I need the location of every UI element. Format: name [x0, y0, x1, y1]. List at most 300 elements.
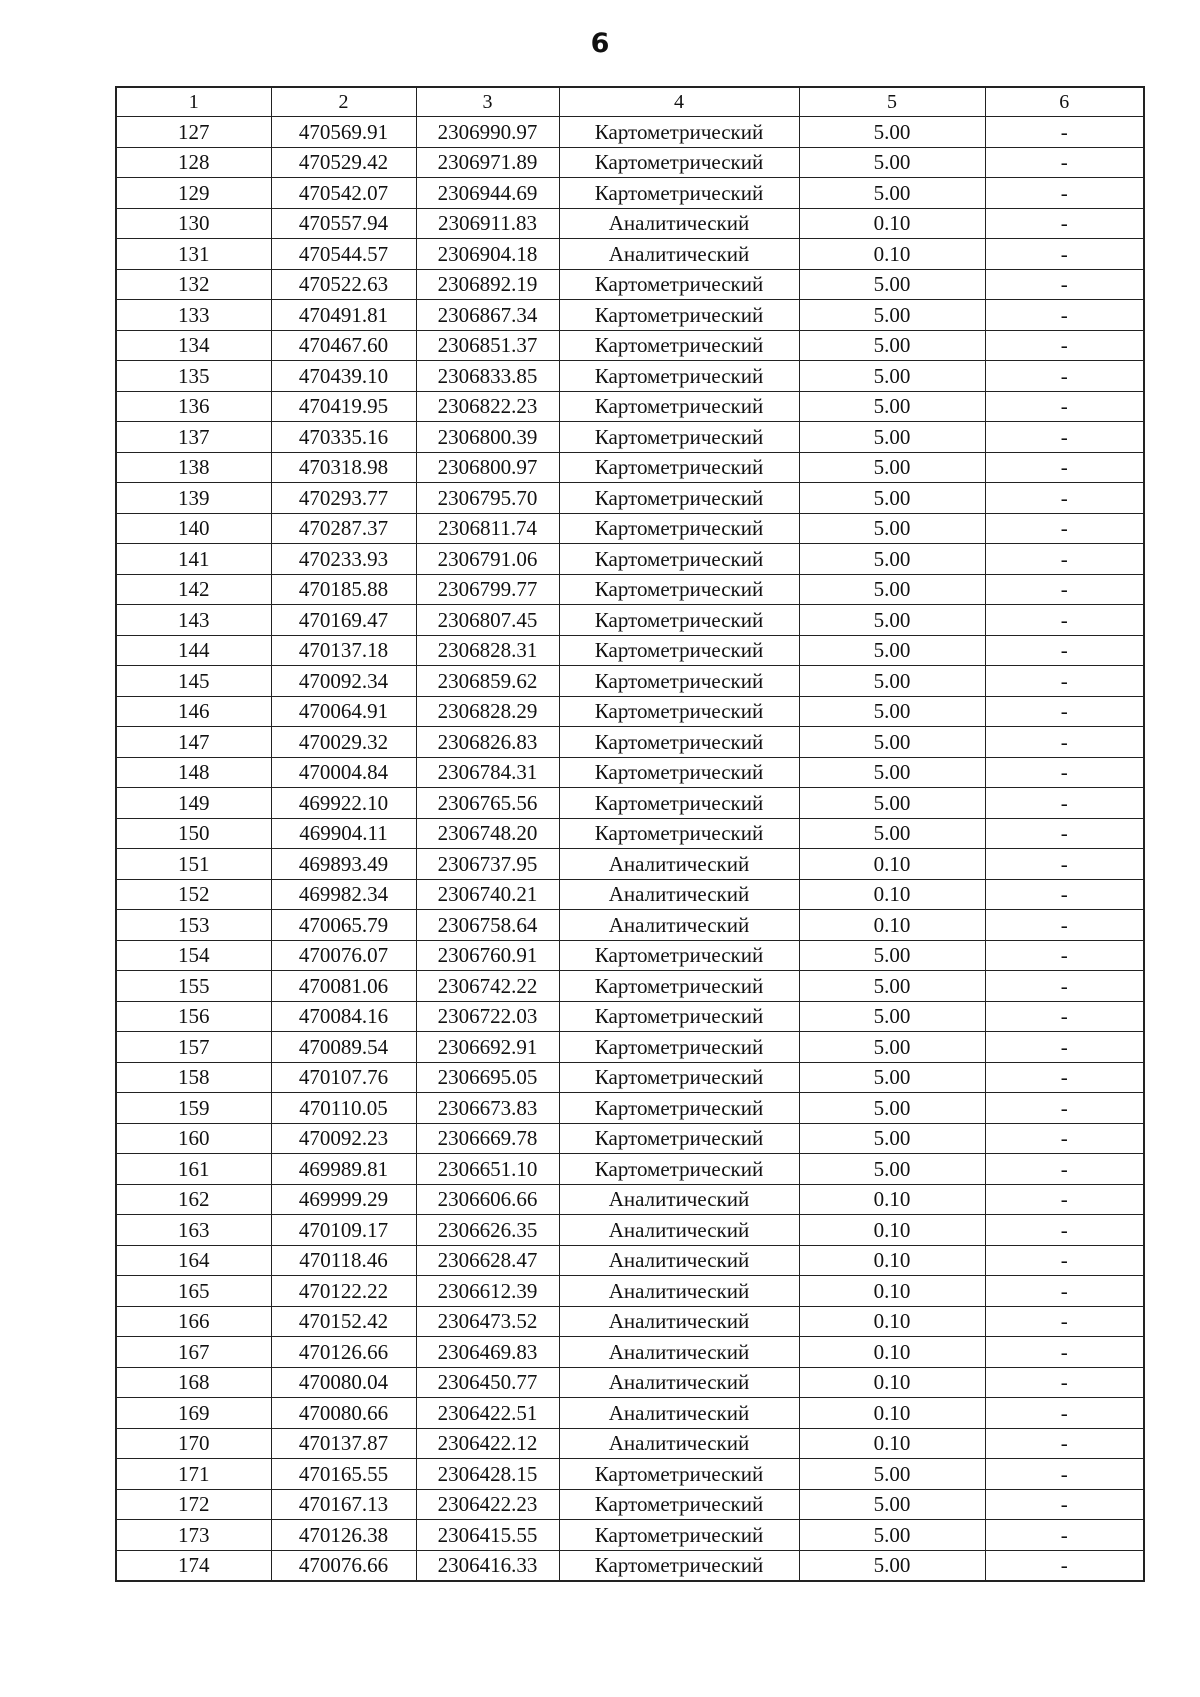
method-cell: Картометрический: [559, 117, 799, 148]
note-cell: -: [985, 696, 1144, 727]
y-coordinate-cell: 2306892.19: [416, 269, 559, 300]
note-cell: -: [985, 971, 1144, 1002]
point-number-cell: 160: [116, 1123, 271, 1154]
accuracy-cell: 5.00: [799, 269, 985, 300]
note-cell: -: [985, 178, 1144, 209]
note-cell: -: [985, 1489, 1144, 1520]
accuracy-cell: 5.00: [799, 574, 985, 605]
y-coordinate-cell: 2306469.83: [416, 1337, 559, 1368]
note-cell: -: [985, 1276, 1144, 1307]
y-coordinate-cell: 2306626.35: [416, 1215, 559, 1246]
accuracy-cell: 5.00: [799, 788, 985, 819]
note-cell: -: [985, 483, 1144, 514]
accuracy-cell: 0.10: [799, 1276, 985, 1307]
x-coordinate-cell: 470152.42: [271, 1306, 416, 1337]
x-coordinate-cell: 470004.84: [271, 757, 416, 788]
y-coordinate-cell: 2306944.69: [416, 178, 559, 209]
x-coordinate-cell: 470491.81: [271, 300, 416, 331]
accuracy-cell: 5.00: [799, 1489, 985, 1520]
table-row: [116, 361, 1144, 392]
x-coordinate-cell: 470110.05: [271, 1093, 416, 1124]
note-cell: -: [985, 1215, 1144, 1246]
note-cell: -: [985, 1154, 1144, 1185]
method-cell: Картометрический: [559, 940, 799, 971]
x-coordinate-cell: 470544.57: [271, 239, 416, 270]
accuracy-cell: 5.00: [799, 117, 985, 148]
method-cell: Картометрический: [559, 1154, 799, 1185]
x-coordinate-cell: 469922.10: [271, 788, 416, 819]
note-cell: -: [985, 605, 1144, 636]
point-number-cell: 136: [116, 391, 271, 422]
x-coordinate-cell: 470169.47: [271, 605, 416, 636]
table-row: [116, 849, 1144, 880]
table-row: [116, 605, 1144, 636]
table-row: [116, 1215, 1144, 1246]
point-number-cell: 164: [116, 1245, 271, 1276]
accuracy-cell: 0.10: [799, 239, 985, 270]
y-coordinate-cell: 2306415.55: [416, 1520, 559, 1551]
x-coordinate-cell: 470522.63: [271, 269, 416, 300]
x-coordinate-cell: 470126.66: [271, 1337, 416, 1368]
method-cell: Картометрический: [559, 300, 799, 331]
note-cell: -: [985, 513, 1144, 544]
method-cell: Аналитический: [559, 1306, 799, 1337]
accuracy-cell: 5.00: [799, 1154, 985, 1185]
point-number-cell: 127: [116, 117, 271, 148]
method-cell: Картометрический: [559, 361, 799, 392]
table-row: [116, 635, 1144, 666]
y-coordinate-cell: 2306784.31: [416, 757, 559, 788]
note-cell: -: [985, 757, 1144, 788]
note-cell: -: [985, 1123, 1144, 1154]
y-coordinate-cell: 2306811.74: [416, 513, 559, 544]
note-cell: -: [985, 1032, 1144, 1063]
y-coordinate-cell: 2306904.18: [416, 239, 559, 270]
table-row: [116, 574, 1144, 605]
table-row: [116, 1520, 1144, 1551]
accuracy-cell: 0.10: [799, 1306, 985, 1337]
point-number-cell: 158: [116, 1062, 271, 1093]
y-coordinate-cell: 2306612.39: [416, 1276, 559, 1307]
method-cell: Картометрический: [559, 1459, 799, 1490]
point-number-cell: 169: [116, 1398, 271, 1429]
note-cell: -: [985, 391, 1144, 422]
point-number-cell: 131: [116, 239, 271, 270]
table-row: [116, 910, 1144, 941]
table-row: [116, 269, 1144, 300]
x-coordinate-cell: 470439.10: [271, 361, 416, 392]
x-coordinate-cell: 469982.34: [271, 879, 416, 910]
point-number-cell: 146: [116, 696, 271, 727]
point-number-cell: 163: [116, 1215, 271, 1246]
point-number-cell: 138: [116, 452, 271, 483]
y-coordinate-cell: 2306828.29: [416, 696, 559, 727]
x-coordinate-cell: 469999.29: [271, 1184, 416, 1215]
method-cell: Картометрический: [559, 635, 799, 666]
method-cell: Аналитический: [559, 849, 799, 880]
x-coordinate-cell: 470076.66: [271, 1550, 416, 1581]
x-coordinate-cell: 470167.13: [271, 1489, 416, 1520]
table-row: [116, 452, 1144, 483]
table-row: [116, 1459, 1144, 1490]
point-number-cell: 130: [116, 208, 271, 239]
note-cell: -: [985, 1245, 1144, 1276]
method-cell: Картометрический: [559, 1520, 799, 1551]
note-cell: -: [985, 544, 1144, 575]
column-header: 3: [416, 87, 559, 117]
note-cell: -: [985, 452, 1144, 483]
point-number-cell: 174: [116, 1550, 271, 1581]
table-row: [116, 117, 1144, 148]
table-row: [116, 1154, 1144, 1185]
method-cell: Аналитический: [559, 910, 799, 941]
y-coordinate-cell: 2306851.37: [416, 330, 559, 361]
y-coordinate-cell: 2306828.31: [416, 635, 559, 666]
note-cell: -: [985, 727, 1144, 758]
method-cell: Картометрический: [559, 483, 799, 514]
point-number-cell: 149: [116, 788, 271, 819]
table-row: [116, 666, 1144, 697]
point-number-cell: 172: [116, 1489, 271, 1520]
method-cell: Картометрический: [559, 422, 799, 453]
accuracy-cell: 5.00: [799, 1550, 985, 1581]
x-coordinate-cell: 470122.22: [271, 1276, 416, 1307]
y-coordinate-cell: 2306742.22: [416, 971, 559, 1002]
accuracy-cell: 0.10: [799, 1215, 985, 1246]
y-coordinate-cell: 2306669.78: [416, 1123, 559, 1154]
accuracy-cell: 5.00: [799, 818, 985, 849]
accuracy-cell: 5.00: [799, 513, 985, 544]
point-number-cell: 137: [116, 422, 271, 453]
accuracy-cell: 5.00: [799, 1123, 985, 1154]
x-coordinate-cell: 470064.91: [271, 696, 416, 727]
x-coordinate-cell: 470076.07: [271, 940, 416, 971]
note-cell: -: [985, 330, 1144, 361]
point-number-cell: 134: [116, 330, 271, 361]
note-cell: -: [985, 422, 1144, 453]
method-cell: Картометрический: [559, 1123, 799, 1154]
y-coordinate-cell: 2306695.05: [416, 1062, 559, 1093]
table-row: [116, 391, 1144, 422]
point-number-cell: 170: [116, 1428, 271, 1459]
y-coordinate-cell: 2306673.83: [416, 1093, 559, 1124]
table-row: [116, 1337, 1144, 1368]
method-cell: Аналитический: [559, 1184, 799, 1215]
x-coordinate-cell: 470335.16: [271, 422, 416, 453]
x-coordinate-cell: 470233.93: [271, 544, 416, 575]
table-row: [116, 818, 1144, 849]
method-cell: Картометрический: [559, 1001, 799, 1032]
table-header-row: [116, 87, 1144, 117]
accuracy-cell: 5.00: [799, 300, 985, 331]
method-cell: Картометрический: [559, 666, 799, 697]
point-number-cell: 159: [116, 1093, 271, 1124]
point-number-cell: 129: [116, 178, 271, 209]
method-cell: Картометрический: [559, 757, 799, 788]
method-cell: Аналитический: [559, 1428, 799, 1459]
x-coordinate-cell: 470287.37: [271, 513, 416, 544]
point-number-cell: 155: [116, 971, 271, 1002]
table-row: [116, 879, 1144, 910]
table-row: [116, 1093, 1144, 1124]
table-body: [116, 117, 1144, 1582]
y-coordinate-cell: 2306692.91: [416, 1032, 559, 1063]
point-number-cell: 153: [116, 910, 271, 941]
note-cell: -: [985, 1550, 1144, 1581]
accuracy-cell: 5.00: [799, 940, 985, 971]
table-row: [116, 147, 1144, 178]
point-number-cell: 161: [116, 1154, 271, 1185]
x-coordinate-cell: 470081.06: [271, 971, 416, 1002]
y-coordinate-cell: 2306760.91: [416, 940, 559, 971]
point-number-cell: 150: [116, 818, 271, 849]
method-cell: Картометрический: [559, 1489, 799, 1520]
table-row: [116, 239, 1144, 270]
method-cell: Картометрический: [559, 574, 799, 605]
note-cell: -: [985, 1398, 1144, 1429]
y-coordinate-cell: 2306822.23: [416, 391, 559, 422]
note-cell: -: [985, 1184, 1144, 1215]
method-cell: Аналитический: [559, 1398, 799, 1429]
note-cell: -: [985, 1306, 1144, 1337]
point-number-cell: 156: [116, 1001, 271, 1032]
method-cell: Картометрический: [559, 696, 799, 727]
table-row: [116, 1184, 1144, 1215]
x-coordinate-cell: 470126.38: [271, 1520, 416, 1551]
point-number-cell: 148: [116, 757, 271, 788]
accuracy-cell: 5.00: [799, 696, 985, 727]
point-number-cell: 154: [116, 940, 271, 971]
accuracy-cell: 5.00: [799, 544, 985, 575]
x-coordinate-cell: 470084.16: [271, 1001, 416, 1032]
x-coordinate-cell: 470080.66: [271, 1398, 416, 1429]
table-row: [116, 178, 1144, 209]
note-cell: -: [985, 1428, 1144, 1459]
y-coordinate-cell: 2306911.83: [416, 208, 559, 239]
table-row: [116, 1398, 1144, 1429]
note-cell: -: [985, 1459, 1144, 1490]
y-coordinate-cell: 2306606.66: [416, 1184, 559, 1215]
y-coordinate-cell: 2306800.39: [416, 422, 559, 453]
accuracy-cell: 5.00: [799, 330, 985, 361]
x-coordinate-cell: 470467.60: [271, 330, 416, 361]
note-cell: -: [985, 239, 1144, 270]
point-number-cell: 151: [116, 849, 271, 880]
table-row: [116, 1489, 1144, 1520]
x-coordinate-cell: 470080.04: [271, 1367, 416, 1398]
table-row: [116, 1245, 1144, 1276]
point-number-cell: 141: [116, 544, 271, 575]
table-row: [116, 727, 1144, 758]
note-cell: -: [985, 818, 1144, 849]
method-cell: Картометрический: [559, 269, 799, 300]
accuracy-cell: 5.00: [799, 635, 985, 666]
point-number-cell: 157: [116, 1032, 271, 1063]
y-coordinate-cell: 2306422.51: [416, 1398, 559, 1429]
table-row: [116, 1276, 1144, 1307]
y-coordinate-cell: 2306428.15: [416, 1459, 559, 1490]
x-coordinate-cell: 470569.91: [271, 117, 416, 148]
method-cell: Картометрический: [559, 788, 799, 819]
y-coordinate-cell: 2306867.34: [416, 300, 559, 331]
accuracy-cell: 5.00: [799, 1001, 985, 1032]
note-cell: -: [985, 788, 1144, 819]
y-coordinate-cell: 2306799.77: [416, 574, 559, 605]
x-coordinate-cell: 470092.34: [271, 666, 416, 697]
accuracy-cell: 0.10: [799, 849, 985, 880]
note-cell: -: [985, 879, 1144, 910]
method-cell: Картометрический: [559, 544, 799, 575]
accuracy-cell: 5.00: [799, 666, 985, 697]
y-coordinate-cell: 2306748.20: [416, 818, 559, 849]
accuracy-cell: 5.00: [799, 1459, 985, 1490]
point-number-cell: 144: [116, 635, 271, 666]
note-cell: -: [985, 635, 1144, 666]
column-header: 2: [271, 87, 416, 117]
table-row: [116, 1062, 1144, 1093]
x-coordinate-cell: 470165.55: [271, 1459, 416, 1490]
accuracy-cell: 5.00: [799, 483, 985, 514]
y-coordinate-cell: 2306651.10: [416, 1154, 559, 1185]
y-coordinate-cell: 2306450.77: [416, 1367, 559, 1398]
y-coordinate-cell: 2306422.12: [416, 1428, 559, 1459]
note-cell: -: [985, 1367, 1144, 1398]
y-coordinate-cell: 2306807.45: [416, 605, 559, 636]
x-coordinate-cell: 469989.81: [271, 1154, 416, 1185]
table-row: [116, 300, 1144, 331]
note-cell: -: [985, 849, 1144, 880]
point-number-cell: 145: [116, 666, 271, 697]
table-row: [116, 544, 1144, 575]
point-number-cell: 133: [116, 300, 271, 331]
accuracy-cell: 5.00: [799, 727, 985, 758]
method-cell: Аналитический: [559, 1245, 799, 1276]
accuracy-cell: 5.00: [799, 178, 985, 209]
accuracy-cell: 0.10: [799, 1337, 985, 1368]
y-coordinate-cell: 2306422.23: [416, 1489, 559, 1520]
accuracy-cell: 5.00: [799, 1520, 985, 1551]
column-header: 5: [799, 87, 985, 117]
accuracy-cell: 0.10: [799, 910, 985, 941]
note-cell: -: [985, 574, 1144, 605]
point-number-cell: 152: [116, 879, 271, 910]
accuracy-cell: 5.00: [799, 422, 985, 453]
y-coordinate-cell: 2306628.47: [416, 1245, 559, 1276]
method-cell: Картометрический: [559, 1062, 799, 1093]
note-cell: -: [985, 1337, 1144, 1368]
note-cell: -: [985, 940, 1144, 971]
accuracy-cell: 5.00: [799, 971, 985, 1002]
point-number-cell: 142: [116, 574, 271, 605]
column-header: 6: [985, 87, 1144, 117]
method-cell: Картометрический: [559, 727, 799, 758]
x-coordinate-cell: 470029.32: [271, 727, 416, 758]
table-row: [116, 1123, 1144, 1154]
accuracy-cell: 5.00: [799, 452, 985, 483]
table-row: [116, 422, 1144, 453]
x-coordinate-cell: 470092.23: [271, 1123, 416, 1154]
y-coordinate-cell: 2306416.33: [416, 1550, 559, 1581]
accuracy-cell: 0.10: [799, 1398, 985, 1429]
note-cell: -: [985, 1520, 1144, 1551]
accuracy-cell: 5.00: [799, 147, 985, 178]
accuracy-cell: 5.00: [799, 1062, 985, 1093]
y-coordinate-cell: 2306990.97: [416, 117, 559, 148]
y-coordinate-cell: 2306826.83: [416, 727, 559, 758]
accuracy-cell: 0.10: [799, 208, 985, 239]
column-header: 1: [116, 87, 271, 117]
method-cell: Картометрический: [559, 391, 799, 422]
method-cell: Картометрический: [559, 330, 799, 361]
y-coordinate-cell: 2306740.21: [416, 879, 559, 910]
method-cell: Картометрический: [559, 513, 799, 544]
table-row: [116, 788, 1144, 819]
table-row: [116, 971, 1144, 1002]
method-cell: Картометрический: [559, 1550, 799, 1581]
x-coordinate-cell: 470118.46: [271, 1245, 416, 1276]
accuracy-cell: 5.00: [799, 605, 985, 636]
note-cell: -: [985, 361, 1144, 392]
x-coordinate-cell: 470293.77: [271, 483, 416, 514]
y-coordinate-cell: 2306765.56: [416, 788, 559, 819]
point-number-cell: 140: [116, 513, 271, 544]
method-cell: Картометрический: [559, 147, 799, 178]
point-number-cell: 171: [116, 1459, 271, 1490]
table-row: [116, 1550, 1144, 1581]
point-number-cell: 147: [116, 727, 271, 758]
x-coordinate-cell: 470089.54: [271, 1032, 416, 1063]
point-number-cell: 139: [116, 483, 271, 514]
method-cell: Картометрический: [559, 452, 799, 483]
point-number-cell: 162: [116, 1184, 271, 1215]
point-number-cell: 168: [116, 1367, 271, 1398]
accuracy-cell: 0.10: [799, 1184, 985, 1215]
accuracy-cell: 0.10: [799, 1428, 985, 1459]
note-cell: -: [985, 208, 1144, 239]
y-coordinate-cell: 2306971.89: [416, 147, 559, 178]
accuracy-cell: 5.00: [799, 391, 985, 422]
y-coordinate-cell: 2306795.70: [416, 483, 559, 514]
table-row: [116, 330, 1144, 361]
method-cell: Картометрический: [559, 605, 799, 636]
y-coordinate-cell: 2306737.95: [416, 849, 559, 880]
method-cell: Аналитический: [559, 208, 799, 239]
point-number-cell: 165: [116, 1276, 271, 1307]
note-cell: -: [985, 300, 1144, 331]
method-cell: Картометрический: [559, 818, 799, 849]
table-row: [116, 1306, 1144, 1337]
method-cell: Картометрический: [559, 1032, 799, 1063]
note-cell: -: [985, 666, 1144, 697]
table-row: [116, 696, 1144, 727]
x-coordinate-cell: 470137.18: [271, 635, 416, 666]
point-number-cell: 128: [116, 147, 271, 178]
accuracy-cell: 0.10: [799, 1367, 985, 1398]
point-number-cell: 143: [116, 605, 271, 636]
method-cell: Картометрический: [559, 1093, 799, 1124]
x-coordinate-cell: 470107.76: [271, 1062, 416, 1093]
accuracy-cell: 5.00: [799, 1093, 985, 1124]
table-row: [116, 1367, 1144, 1398]
y-coordinate-cell: 2306758.64: [416, 910, 559, 941]
note-cell: -: [985, 1093, 1144, 1124]
x-coordinate-cell: 470542.07: [271, 178, 416, 209]
table-row: [116, 757, 1144, 788]
accuracy-cell: 0.10: [799, 879, 985, 910]
method-cell: Аналитический: [559, 1337, 799, 1368]
x-coordinate-cell: 470529.42: [271, 147, 416, 178]
point-number-cell: 167: [116, 1337, 271, 1368]
